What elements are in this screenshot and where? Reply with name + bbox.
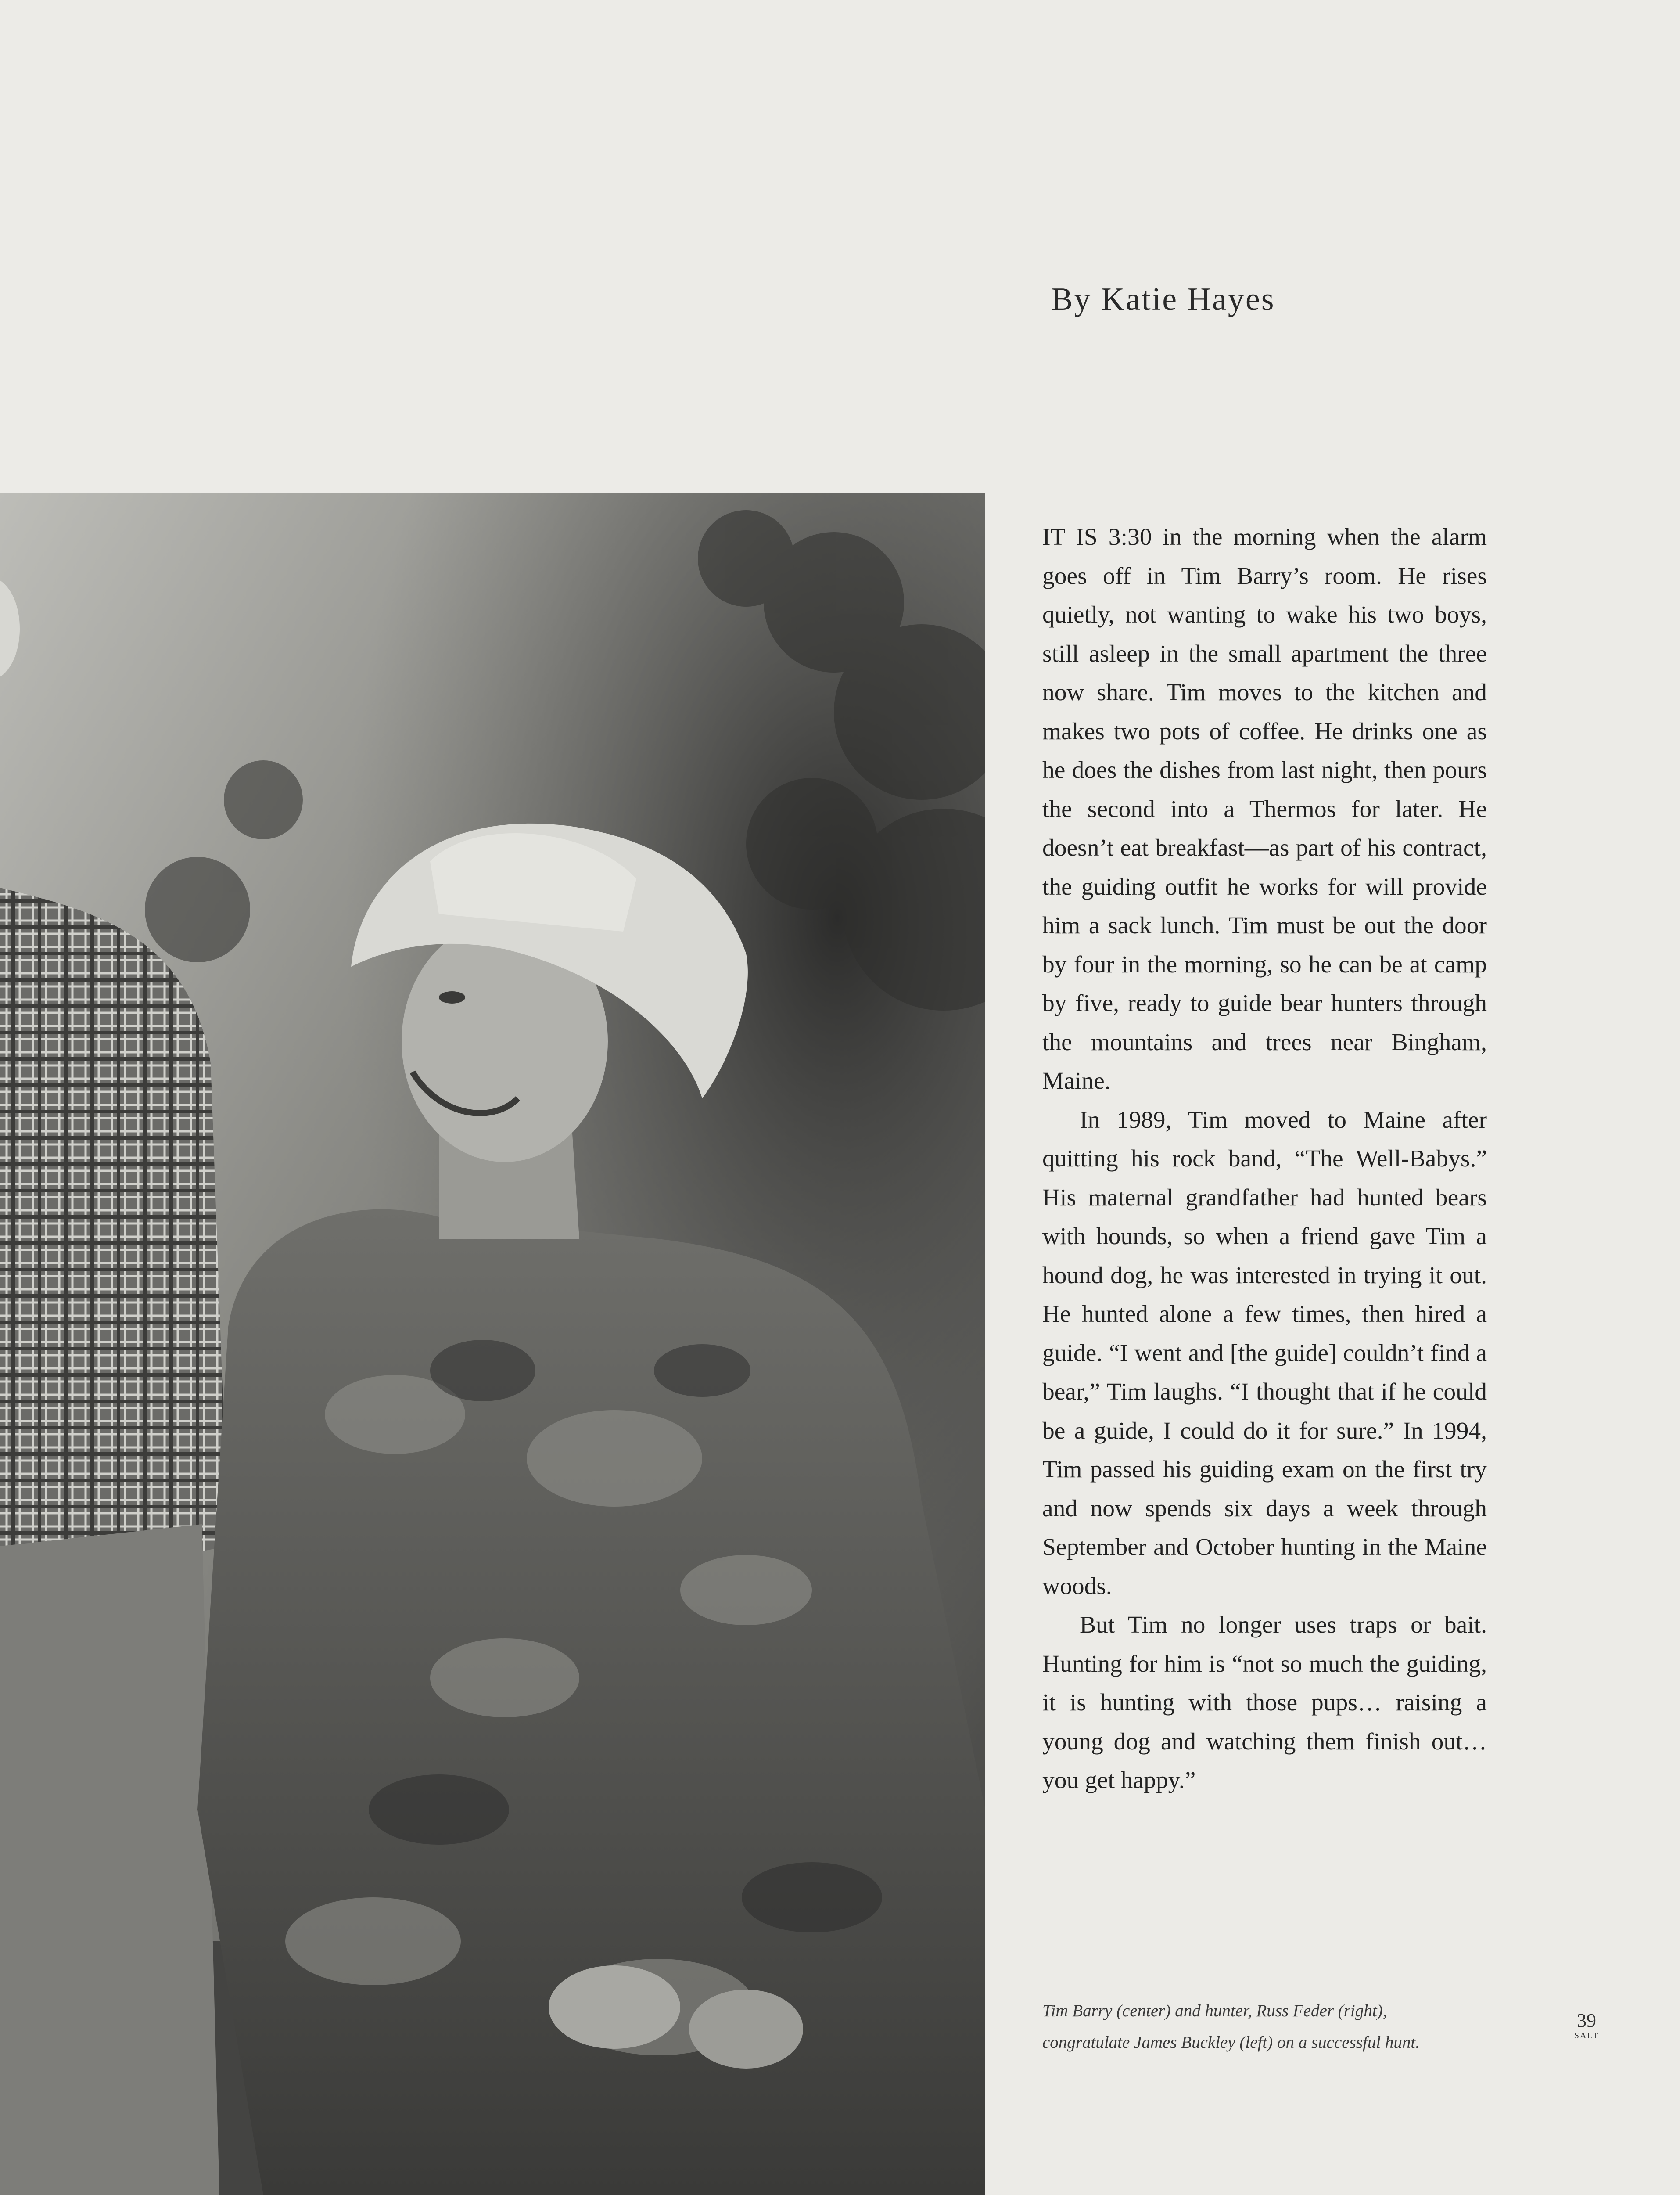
folio [1567,2011,1606,2040]
article-paragraph-2: In 1989, Tim moved to Maine after quitting his rock band, “The Well-Babys.” His maternal grandfather had hunted bears with hounds, so when a friend gave Tim a hound dog, he was interested in trying it out. He hunted alone a few times, then hired a guide. “I went and [the guide] couldn’t find a bear,” Tim laughs. “I thought that if he could be a guide, I could do it for sure.” In 1994, Tim passed his guiding exam on the first try and now spends six days a week through September and October hunting in the Maine woods. [1042,1106,1487,1600]
photograph-of-hunters-image [0,493,985,2195]
photo-caption [1042,1995,1499,2058]
caption-line-1: Tim Barry (center) and hunter, Russ Feder (right), [1042,2001,1387,2020]
article-paragraph-1: IT IS 3:30 in the morning when the alarm goes off in Tim Barry’s room. He rises quietly, not wanting to wake his two boys, still asleep in the small apartment the three now share. Tim moves to the kitchen and makes two pots of coffee. He drinks one as he does the dishes from last night, then pours the second into a Thermos for later. He doesn’t eat breakfast—as part of his contract, the guiding outfit he works for will provide him a sack lunch. Tim must be out the door by four in the morning, so he can be at camp by five, ready to guide bear hunters through the mountains and trees near Bingham, Maine. [1042,524,1487,1094]
article-paragraph-3: But Tim no longer uses traps or bait. Hunting for him is “not so much the guiding, it is hunting with those pups… raising a young dog and watching them finish out… you get happy.” [1042,1612,1487,1794]
article-body [1042,518,1487,1800]
magazine-name: SALT [1574,2031,1599,2040]
caption-line-2: congratulate James Buckley (left) on a successful hunt. [1042,2033,1420,2052]
photograph-of-hunters-icon [0,493,985,2195]
page-number: 39 [1577,2010,1596,2031]
byline: By Katie Hayes [1051,281,1275,317]
